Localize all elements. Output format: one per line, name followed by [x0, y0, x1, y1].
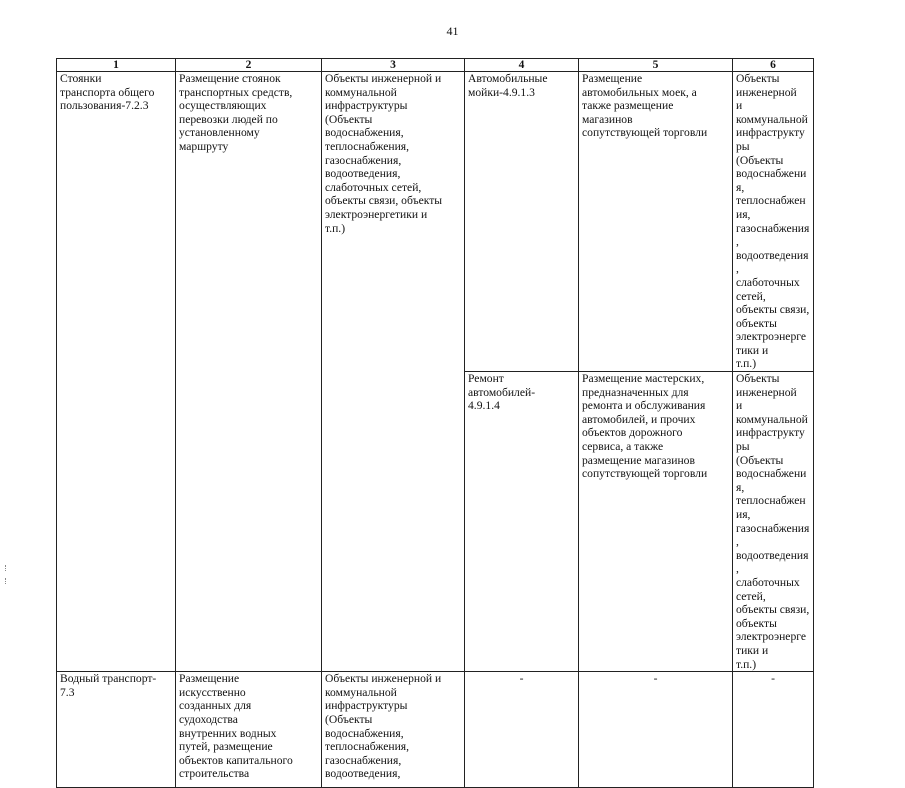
main-use-cell: Водный транспорт- 7.3 — [57, 672, 176, 788]
auxiliary-use-cell: Объекты инженерной и коммунальной инфраструктуры (Объекты водоснабжения, теплоснабжения, газоснабжения, водоотведения, — [322, 672, 465, 788]
column-header-6: 6 — [733, 59, 814, 72]
column-header-1: 1 — [57, 59, 176, 72]
auxiliary-use-cell: Объекты инженерной и коммунальной инфраструктуры (Объекты водоснабжения, теплоснабжения, газоснабжения, водоотведения, слаботочных сетей, объекты связи, объекты электроэнергетики и т.п.) — [322, 72, 465, 672]
conditional-use-description-cell: Размещение автомобильных моек, а также размещение магазинов сопутствующей торговли — [579, 72, 733, 372]
main-use-cell: Стоянки транспорта общего пользования-7.2.3 — [57, 72, 176, 672]
conditional-use-cell: Ремонт автомобилей- 4.9.1.4 — [465, 372, 579, 672]
main-use-description-cell: Размещение искусственно созданных для судоходства внутренних водных путей, размещение объектов капитального строительства — [176, 672, 322, 788]
conditional-auxiliary-cell: Объекты инженерной и коммунальной инфраструктуры (Объекты водоснабжения, теплоснабжения, газоснабжения, водоотведения, слаботочных сетей, объекты связи, объекты электроэнергетики и т.п.) — [733, 72, 814, 372]
table-row — [57, 72, 814, 372]
conditional-use-cell: Автомобильные мойки-4.9.1.3 — [465, 72, 579, 372]
conditional-auxiliary-cell: - — [733, 672, 814, 788]
column-header-4: 4 — [465, 59, 579, 72]
page-number: 41 — [446, 24, 459, 38]
table-row — [57, 672, 814, 788]
land-use-table — [56, 58, 814, 788]
conditional-use-cell: - — [465, 672, 579, 788]
column-header-3: 3 — [322, 59, 465, 72]
conditional-use-description-cell: Размещение мастерских, предназначенных для ремонта и обслуживания автомобилей, и прочих объектов дорожного сервиса, а также размещение магазинов сопутствующей торговли — [579, 372, 733, 672]
main-use-description-cell: Размещение стоянок транспортных средств, осуществляющих перевозки людей по установленному маршруту — [176, 72, 322, 672]
conditional-auxiliary-cell: Объекты инженерной и коммунальной инфраструктуры (Объекты водоснабжения, теплоснабжения, газоснабжения, водоотведения, слаботочных сетей, объекты связи, объекты электроэнергетики и т.п.) — [733, 372, 814, 672]
column-header-2: 2 — [176, 59, 322, 72]
conditional-use-description-cell: - — [579, 672, 733, 788]
scan-edge-mark — [5, 578, 9, 584]
column-header-5: 5 — [579, 59, 733, 72]
table-header-row — [57, 59, 814, 72]
scan-edge-mark — [5, 565, 9, 571]
